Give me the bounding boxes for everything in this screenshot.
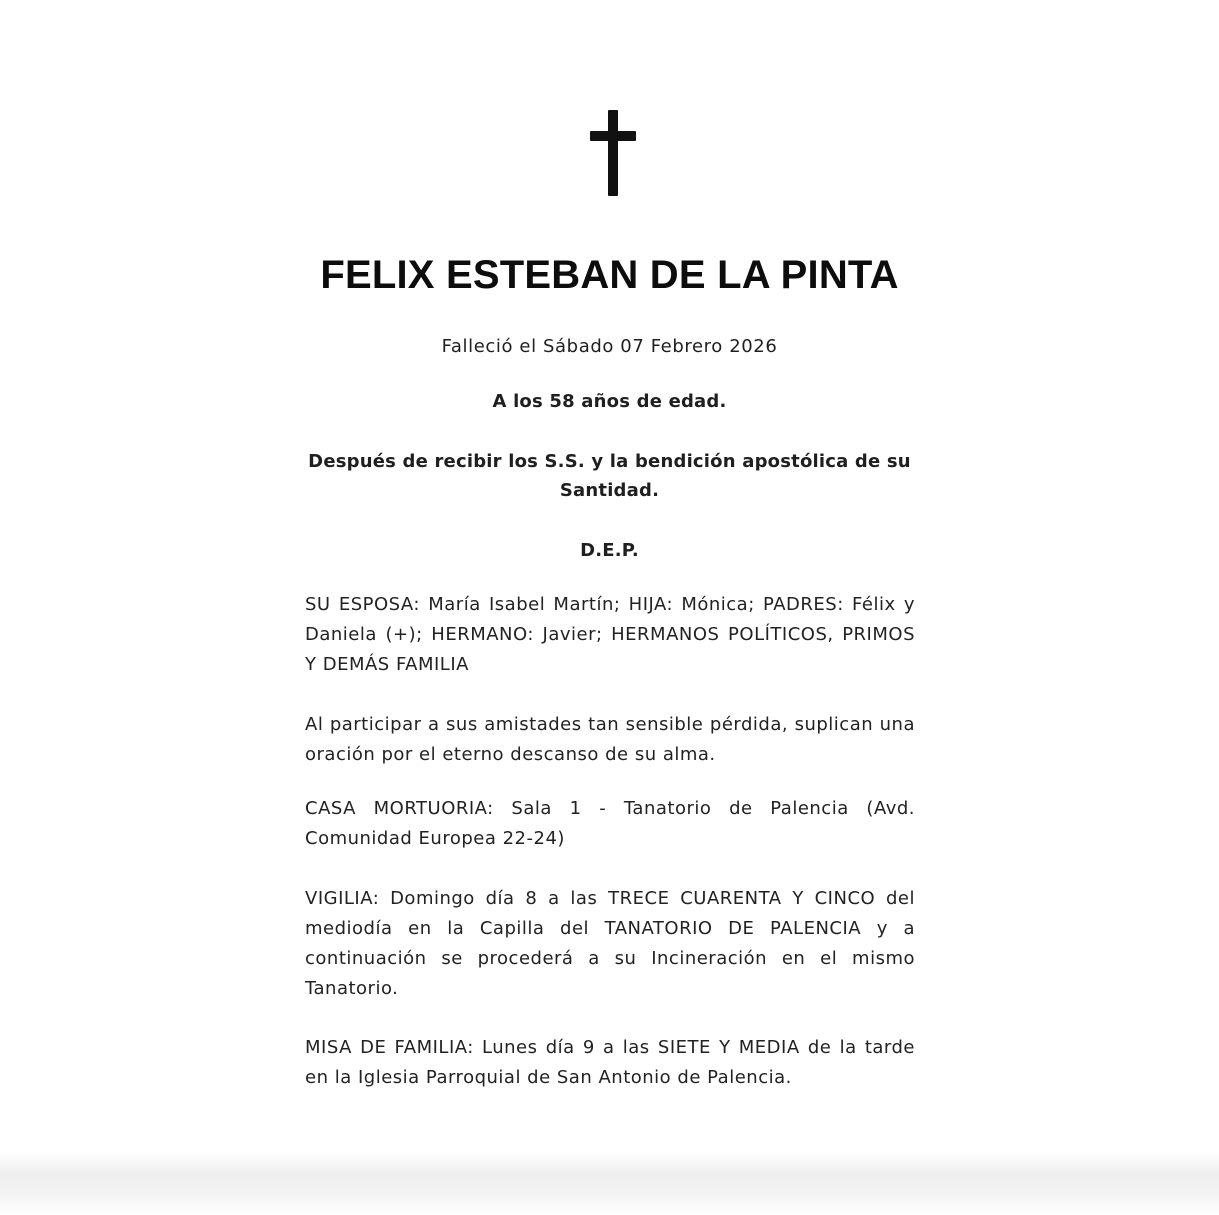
- prayer-request: Al participar a sus amistades tan sensible pérdida, suplican una oración por el eterno descanso de su alma.: [305, 714, 915, 765]
- vigil-details: VIGILIA: Domingo día 8 a las TRECE CUARENTA Y CINCO del mediodía en la Capilla del TANATORIO DE PALENCIA y a continuación se procederá a su Incineración en el mismo Tanatorio.: [305, 888, 915, 999]
- cross-icon: [590, 110, 636, 196]
- death-date: Falleció el Sábado 07 Febrero 2026: [441, 336, 778, 357]
- dep-text: D.E.P.: [580, 540, 639, 561]
- family-mass-details: MISA DE FAMILIA: Lunes día 9 a las SIETE Y MEDIA de la tarde en la Iglesia Parroquial de San Antonio de Palencia.: [305, 1037, 915, 1088]
- bottom-shadow: [0, 1152, 1219, 1215]
- age-at-death: A los 58 años de edad.: [492, 391, 727, 412]
- family-members: SU ESPOSA: María Isabel Martín; HIJA: Mónica; PADRES: Félix y Daniela (+); HERMANO: Javier; HERMANOS POLÍTICOS, PRIMOS Y DEMÁS FAMILIA: [305, 594, 915, 675]
- blessing-text: Después de recibir los S.S. y la bendición apostólica de su Santidad.: [308, 451, 911, 501]
- funeral-home: CASA MORTUORIA: Sala 1 - Tanatorio de Palencia (Avd. Comunidad Europea 22-24): [305, 798, 915, 849]
- deceased-name: FELIX ESTEBAN DE LA PINTA: [320, 253, 899, 297]
